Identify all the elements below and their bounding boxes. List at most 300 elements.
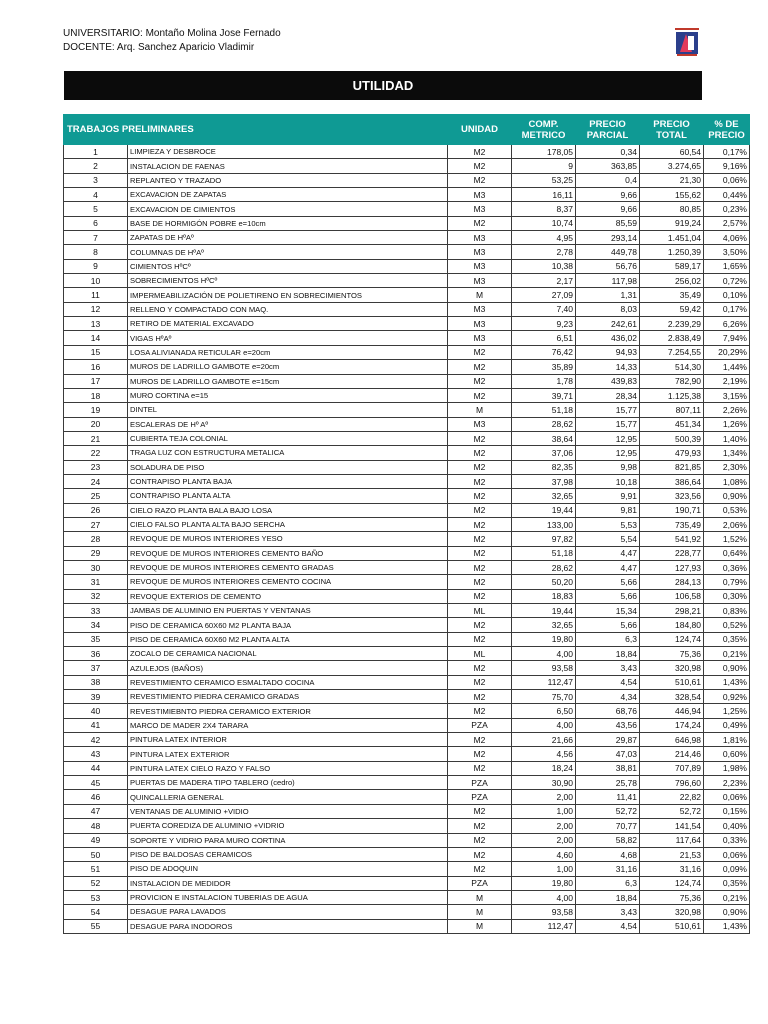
item-unit-price: 56,76 — [576, 259, 640, 273]
table-row — [64, 560, 750, 574]
item-quantity: 75,70 — [512, 690, 576, 704]
item-description — [128, 388, 448, 402]
item-number: 52 — [64, 876, 128, 890]
item-number: 35 — [64, 632, 128, 646]
item-unit: M3 — [448, 274, 512, 288]
item-number: 8 — [64, 245, 128, 259]
item-unit-price: 9,91 — [576, 489, 640, 503]
item-description — [128, 216, 448, 230]
item-number: 14 — [64, 331, 128, 345]
table-row — [64, 905, 750, 919]
table-row — [64, 331, 750, 345]
item-percentage: 1,98% — [704, 761, 750, 775]
table-row — [64, 704, 750, 718]
item-number: 41 — [64, 718, 128, 732]
item-unit: M2 — [448, 159, 512, 173]
item-percentage: 0,60% — [704, 747, 750, 761]
item-description-text: PINTURA LATEX INTERIOR — [130, 735, 227, 745]
item-description-text: CONTRAPISO PLANTA BAJA — [130, 477, 232, 487]
col-unit: UNIDAD — [448, 115, 512, 145]
item-unit-price: 5,66 — [576, 618, 640, 632]
item-total-price: 2.239,29 — [640, 317, 704, 331]
item-quantity: 35,89 — [512, 360, 576, 374]
item-total-price: 782,90 — [640, 374, 704, 388]
table-row — [64, 718, 750, 732]
item-total-price: 52,72 — [640, 804, 704, 818]
table-row — [64, 876, 750, 890]
table-row — [64, 259, 750, 273]
item-description — [128, 345, 448, 359]
item-quantity: 93,58 — [512, 905, 576, 919]
item-description — [128, 159, 448, 173]
item-description — [128, 231, 448, 245]
table-row — [64, 216, 750, 230]
item-unit: M2 — [448, 747, 512, 761]
item-description-text: PISO DE BALDOSAS CERAMICOS — [130, 850, 252, 860]
col-total-line2: TOTAL — [656, 129, 687, 141]
item-percentage: 0,92% — [704, 690, 750, 704]
item-percentage: 0,35% — [704, 876, 750, 890]
item-quantity: 28,62 — [512, 417, 576, 431]
item-percentage: 3,50% — [704, 245, 750, 259]
item-unit-price: 15,77 — [576, 403, 640, 417]
item-unit-price: 94,93 — [576, 345, 640, 359]
item-percentage: 1,52% — [704, 532, 750, 546]
item-percentage: 0,10% — [704, 288, 750, 302]
item-number: 27 — [64, 517, 128, 531]
item-quantity: 7,40 — [512, 302, 576, 316]
table-row — [64, 661, 750, 675]
item-number: 25 — [64, 489, 128, 503]
item-description-text: DESAGUE PARA INODOROS — [130, 921, 233, 931]
item-description-text: PISO DE CERAMICA 60X60 M2 PLANTA ALTA — [130, 634, 290, 644]
page-title: UTILIDAD — [64, 71, 702, 100]
item-description-text: SOPORTE Y VIDRIO PARA MURO CORTINA — [130, 835, 286, 845]
item-unit: M2 — [448, 388, 512, 402]
item-description — [128, 647, 448, 661]
item-number: 24 — [64, 474, 128, 488]
item-description — [128, 360, 448, 374]
item-description-text: ZAPATAS DE HºAº — [130, 233, 194, 243]
item-number: 36 — [64, 647, 128, 661]
table-row — [64, 431, 750, 445]
item-number: 55 — [64, 919, 128, 933]
item-number: 49 — [64, 833, 128, 847]
item-quantity: 9,23 — [512, 317, 576, 331]
item-description — [128, 331, 448, 345]
item-number: 10 — [64, 274, 128, 288]
item-unit-price: 10,18 — [576, 474, 640, 488]
item-total-price: 323,56 — [640, 489, 704, 503]
item-unit-price: 47,03 — [576, 747, 640, 761]
item-unit-price: 363,85 — [576, 159, 640, 173]
item-unit-price: 29,87 — [576, 733, 640, 747]
item-unit-price: 4,68 — [576, 847, 640, 861]
item-quantity: 53,25 — [512, 173, 576, 187]
item-number: 50 — [64, 847, 128, 861]
item-description — [128, 446, 448, 460]
table-row — [64, 274, 750, 288]
item-total-price: 510,61 — [640, 675, 704, 689]
item-unit: M3 — [448, 259, 512, 273]
item-number: 38 — [64, 675, 128, 689]
col-parcial-line2: PARCIAL — [586, 129, 629, 141]
item-unit: M2 — [448, 489, 512, 503]
table-row — [64, 374, 750, 388]
item-unit: M3 — [448, 231, 512, 245]
item-number: 28 — [64, 532, 128, 546]
item-percentage: 2,57% — [704, 216, 750, 230]
item-percentage: 0,33% — [704, 833, 750, 847]
item-percentage: 1,43% — [704, 919, 750, 933]
item-number: 53 — [64, 890, 128, 904]
item-percentage: 7,94% — [704, 331, 750, 345]
item-number: 4 — [64, 188, 128, 202]
table-row — [64, 890, 750, 904]
item-total-price: 735,49 — [640, 517, 704, 531]
item-unit-price: 4,47 — [576, 560, 640, 574]
item-description-text: BASE DE HORMIGÓN POBRE e=10cm — [130, 218, 266, 228]
item-total-price: 60,54 — [640, 145, 704, 159]
item-quantity: 4,56 — [512, 747, 576, 761]
item-unit-price: 28,34 — [576, 388, 640, 402]
item-description — [128, 589, 448, 603]
item-quantity: 82,35 — [512, 460, 576, 474]
item-description-text: EXCAVACION DE ZAPATAS — [130, 190, 227, 200]
table-row — [64, 245, 750, 259]
item-percentage: 0,21% — [704, 647, 750, 661]
item-percentage: 0,15% — [704, 804, 750, 818]
item-description — [128, 819, 448, 833]
item-description — [128, 718, 448, 732]
table-row — [64, 517, 750, 531]
item-number: 12 — [64, 302, 128, 316]
item-quantity: 93,58 — [512, 661, 576, 675]
item-unit: M2 — [448, 360, 512, 374]
item-description-text: LIMPIEZA Y DESBROCE — [130, 147, 216, 157]
item-unit-price: 5,66 — [576, 589, 640, 603]
item-total-price: 155,62 — [640, 188, 704, 202]
item-unit-price: 0,4 — [576, 173, 640, 187]
item-quantity: 19,44 — [512, 604, 576, 618]
item-total-price: 1.250,39 — [640, 245, 704, 259]
table-row — [64, 833, 750, 847]
item-unit: ML — [448, 604, 512, 618]
budget-table — [63, 114, 750, 934]
item-unit: M2 — [448, 690, 512, 704]
item-unit-price: 4,54 — [576, 675, 640, 689]
item-number: 40 — [64, 704, 128, 718]
table-row — [64, 804, 750, 818]
item-quantity: 8,37 — [512, 202, 576, 216]
item-description-text: INSTALACION DE FAENAS — [130, 161, 225, 171]
table-row — [64, 388, 750, 402]
item-number: 20 — [64, 417, 128, 431]
table-row — [64, 589, 750, 603]
col-comp — [512, 115, 576, 145]
item-description-text: REVOQUE DE MUROS INTERIORES YESO — [130, 534, 283, 544]
university-logo-icon — [674, 26, 700, 58]
item-description-text: DINTEL — [130, 405, 158, 415]
item-number: 5 — [64, 202, 128, 216]
item-percentage: 0,90% — [704, 905, 750, 919]
item-total-price: 117,64 — [640, 833, 704, 847]
item-unit: M2 — [448, 847, 512, 861]
item-unit: M2 — [448, 661, 512, 675]
item-unit: M2 — [448, 589, 512, 603]
item-quantity: 2,78 — [512, 245, 576, 259]
item-description-text: REVESTIMIENTO PIEDRA CERAMICO GRADAS — [130, 692, 300, 702]
item-percentage: 0,17% — [704, 302, 750, 316]
item-description — [128, 747, 448, 761]
item-number: 23 — [64, 460, 128, 474]
item-unit-price: 4,47 — [576, 546, 640, 560]
item-unit: M3 — [448, 245, 512, 259]
item-unit-price: 12,95 — [576, 446, 640, 460]
item-description — [128, 503, 448, 517]
item-description — [128, 560, 448, 574]
item-unit: M — [448, 288, 512, 302]
item-percentage: 6,26% — [704, 317, 750, 331]
item-unit-price: 5,53 — [576, 517, 640, 531]
item-percentage: 1,65% — [704, 259, 750, 273]
item-quantity: 39,71 — [512, 388, 576, 402]
item-number: 17 — [64, 374, 128, 388]
item-description-text: MUROS DE LADRILLO GAMBOTE e=20cm — [130, 362, 280, 372]
item-percentage: 4,06% — [704, 231, 750, 245]
table-row — [64, 159, 750, 173]
item-unit-price: 242,61 — [576, 317, 640, 331]
item-number: 31 — [64, 575, 128, 589]
item-percentage: 0,53% — [704, 503, 750, 517]
item-description — [128, 489, 448, 503]
student-label: UNIVERSITARIO: Montaño Molina Jose Fernado — [63, 28, 281, 39]
item-unit-price: 70,77 — [576, 819, 640, 833]
item-unit-price: 58,82 — [576, 833, 640, 847]
item-total-price: 21,53 — [640, 847, 704, 861]
item-description-text: CIMIENTOS HºCº — [130, 261, 191, 271]
item-total-price: 510,61 — [640, 919, 704, 933]
table-row — [64, 345, 750, 359]
item-unit: M2 — [448, 374, 512, 388]
item-unit: M2 — [448, 675, 512, 689]
item-total-price: 190,71 — [640, 503, 704, 517]
item-total-price: 127,93 — [640, 560, 704, 574]
item-number: 30 — [64, 560, 128, 574]
table-row — [64, 819, 750, 833]
item-description-text: INSTALACION DE MEDIDOR — [130, 878, 231, 888]
item-number: 2 — [64, 159, 128, 173]
item-description-text: PINTURA LATEX CIELO RAZO Y FALSO — [130, 763, 271, 773]
table-row — [64, 489, 750, 503]
item-unit: M2 — [448, 474, 512, 488]
item-description-text: TRAGA LUZ CON ESTRUCTURA METALICA — [130, 448, 285, 458]
item-unit-price: 436,02 — [576, 331, 640, 345]
item-unit: M2 — [448, 575, 512, 589]
item-description — [128, 317, 448, 331]
item-number: 29 — [64, 546, 128, 560]
table-row — [64, 761, 750, 775]
item-percentage: 1,26% — [704, 417, 750, 431]
item-number: 18 — [64, 388, 128, 402]
item-quantity: 112,47 — [512, 675, 576, 689]
table-row — [64, 302, 750, 316]
item-total-price: 184,80 — [640, 618, 704, 632]
item-description-text: PISO DE CERAMICA 60X60 M2 PLANTA BAJA — [130, 620, 292, 630]
item-total-price: 35,49 — [640, 288, 704, 302]
item-percentage: 0,83% — [704, 604, 750, 618]
item-total-price: 328,54 — [640, 690, 704, 704]
item-description — [128, 604, 448, 618]
item-percentage: 0,90% — [704, 661, 750, 675]
item-unit: M2 — [448, 862, 512, 876]
item-total-price: 174,24 — [640, 718, 704, 732]
item-description-text: REPLANTEO Y TRAZADO — [130, 175, 222, 185]
item-unit: M3 — [448, 317, 512, 331]
table-row — [64, 790, 750, 804]
item-unit-price: 31,16 — [576, 862, 640, 876]
table-row — [64, 575, 750, 589]
item-number: 48 — [64, 819, 128, 833]
item-number: 37 — [64, 661, 128, 675]
item-quantity: 37,06 — [512, 446, 576, 460]
table-row — [64, 747, 750, 761]
item-unit-price: 9,66 — [576, 202, 640, 216]
item-total-price: 124,74 — [640, 876, 704, 890]
item-quantity: 21,66 — [512, 733, 576, 747]
item-description — [128, 675, 448, 689]
item-description-text: PUERTAS DE MADERA TIPO TABLERO (cedro) — [130, 778, 295, 788]
item-description — [128, 905, 448, 919]
item-percentage: 1,44% — [704, 360, 750, 374]
item-unit: M — [448, 890, 512, 904]
item-percentage: 0,52% — [704, 618, 750, 632]
item-quantity: 50,20 — [512, 575, 576, 589]
item-unit-price: 18,84 — [576, 647, 640, 661]
item-description — [128, 431, 448, 445]
item-quantity: 10,38 — [512, 259, 576, 273]
table-row — [64, 417, 750, 431]
item-description — [128, 474, 448, 488]
item-description-text: PROVICION E INSTALACION TUBERIAS DE AGUA — [130, 893, 308, 903]
item-description — [128, 847, 448, 861]
item-quantity: 178,05 — [512, 145, 576, 159]
item-total-price: 75,36 — [640, 647, 704, 661]
item-unit: M2 — [448, 532, 512, 546]
item-description-text: LOSA ALIVIANADA RETICULAR e=20cm — [130, 347, 271, 357]
item-number: 39 — [64, 690, 128, 704]
item-unit: M2 — [448, 446, 512, 460]
item-description — [128, 919, 448, 933]
item-number: 45 — [64, 776, 128, 790]
item-percentage: 0,90% — [704, 489, 750, 503]
col-pct-line2: PRECIO — [708, 129, 745, 141]
item-number: 34 — [64, 618, 128, 632]
item-quantity: 4,60 — [512, 847, 576, 861]
table-row — [64, 604, 750, 618]
item-description-text: CIELO RAZO PLANTA BALA BAJO LOSA — [130, 505, 273, 515]
col-total — [640, 115, 704, 145]
item-percentage: 0,72% — [704, 274, 750, 288]
item-description — [128, 776, 448, 790]
item-percentage: 1,08% — [704, 474, 750, 488]
item-quantity: 2,17 — [512, 274, 576, 288]
item-quantity: 1,00 — [512, 862, 576, 876]
col-parcial — [576, 115, 640, 145]
item-quantity: 32,65 — [512, 489, 576, 503]
item-number: 6 — [64, 216, 128, 230]
item-quantity: 6,51 — [512, 331, 576, 345]
item-description-text: ZOCALO DE CERAMICA NACIONAL — [130, 649, 257, 659]
item-unit-price: 8,03 — [576, 302, 640, 316]
table-row — [64, 360, 750, 374]
item-unit-price: 3,43 — [576, 661, 640, 675]
item-number: 15 — [64, 345, 128, 359]
item-unit: M2 — [448, 503, 512, 517]
item-description-text: PINTURA LATEX EXTERIOR — [130, 749, 230, 759]
table-row — [64, 474, 750, 488]
item-description — [128, 876, 448, 890]
table-row — [64, 503, 750, 517]
table-row — [64, 618, 750, 632]
item-description-text: MARCO DE MADER 2X4 TARARA — [130, 720, 249, 730]
item-percentage: 1,40% — [704, 431, 750, 445]
item-unit: M2 — [448, 546, 512, 560]
table-row — [64, 862, 750, 876]
item-quantity: 4,00 — [512, 890, 576, 904]
item-description-text: COLUMNAS DE HºAº — [130, 247, 204, 257]
item-unit: M2 — [448, 460, 512, 474]
item-unit-price: 0,34 — [576, 145, 640, 159]
item-total-price: 500,39 — [640, 431, 704, 445]
item-quantity: 6,50 — [512, 704, 576, 718]
table-row — [64, 446, 750, 460]
item-quantity: 97,82 — [512, 532, 576, 546]
item-percentage: 0,17% — [704, 145, 750, 159]
item-total-price: 386,64 — [640, 474, 704, 488]
item-percentage: 0,64% — [704, 546, 750, 560]
item-description — [128, 288, 448, 302]
col-section: TRABAJOS PRELIMINARES — [64, 115, 448, 145]
item-description-text: PUERTA COREDIZA DE ALUMINIO +VIDRIO — [130, 821, 285, 831]
item-percentage: 3,15% — [704, 388, 750, 402]
table-row — [64, 546, 750, 560]
item-percentage: 2,26% — [704, 403, 750, 417]
item-total-price: 124,74 — [640, 632, 704, 646]
item-quantity: 76,42 — [512, 345, 576, 359]
item-percentage: 9,16% — [704, 159, 750, 173]
item-unit: M2 — [448, 173, 512, 187]
item-unit: M — [448, 919, 512, 933]
item-description — [128, 532, 448, 546]
item-description — [128, 417, 448, 431]
item-description-text: RETIRO DE MATERIAL EXCAVADO — [130, 319, 254, 329]
item-quantity: 1,78 — [512, 374, 576, 388]
item-unit: M3 — [448, 188, 512, 202]
item-description — [128, 145, 448, 159]
item-description-text: PISO DE ADOQUIN — [130, 864, 198, 874]
item-quantity: 32,65 — [512, 618, 576, 632]
item-percentage: 0,06% — [704, 173, 750, 187]
item-unit: M2 — [448, 618, 512, 632]
item-total-price: 80,85 — [640, 202, 704, 216]
item-description-text: CIELO FALSO PLANTA ALTA BAJO SERCHA — [130, 520, 285, 530]
item-unit-price: 25,78 — [576, 776, 640, 790]
item-total-price: 1.451,04 — [640, 231, 704, 245]
item-total-price: 141,54 — [640, 819, 704, 833]
item-unit-price: 43,56 — [576, 718, 640, 732]
table-row — [64, 847, 750, 861]
